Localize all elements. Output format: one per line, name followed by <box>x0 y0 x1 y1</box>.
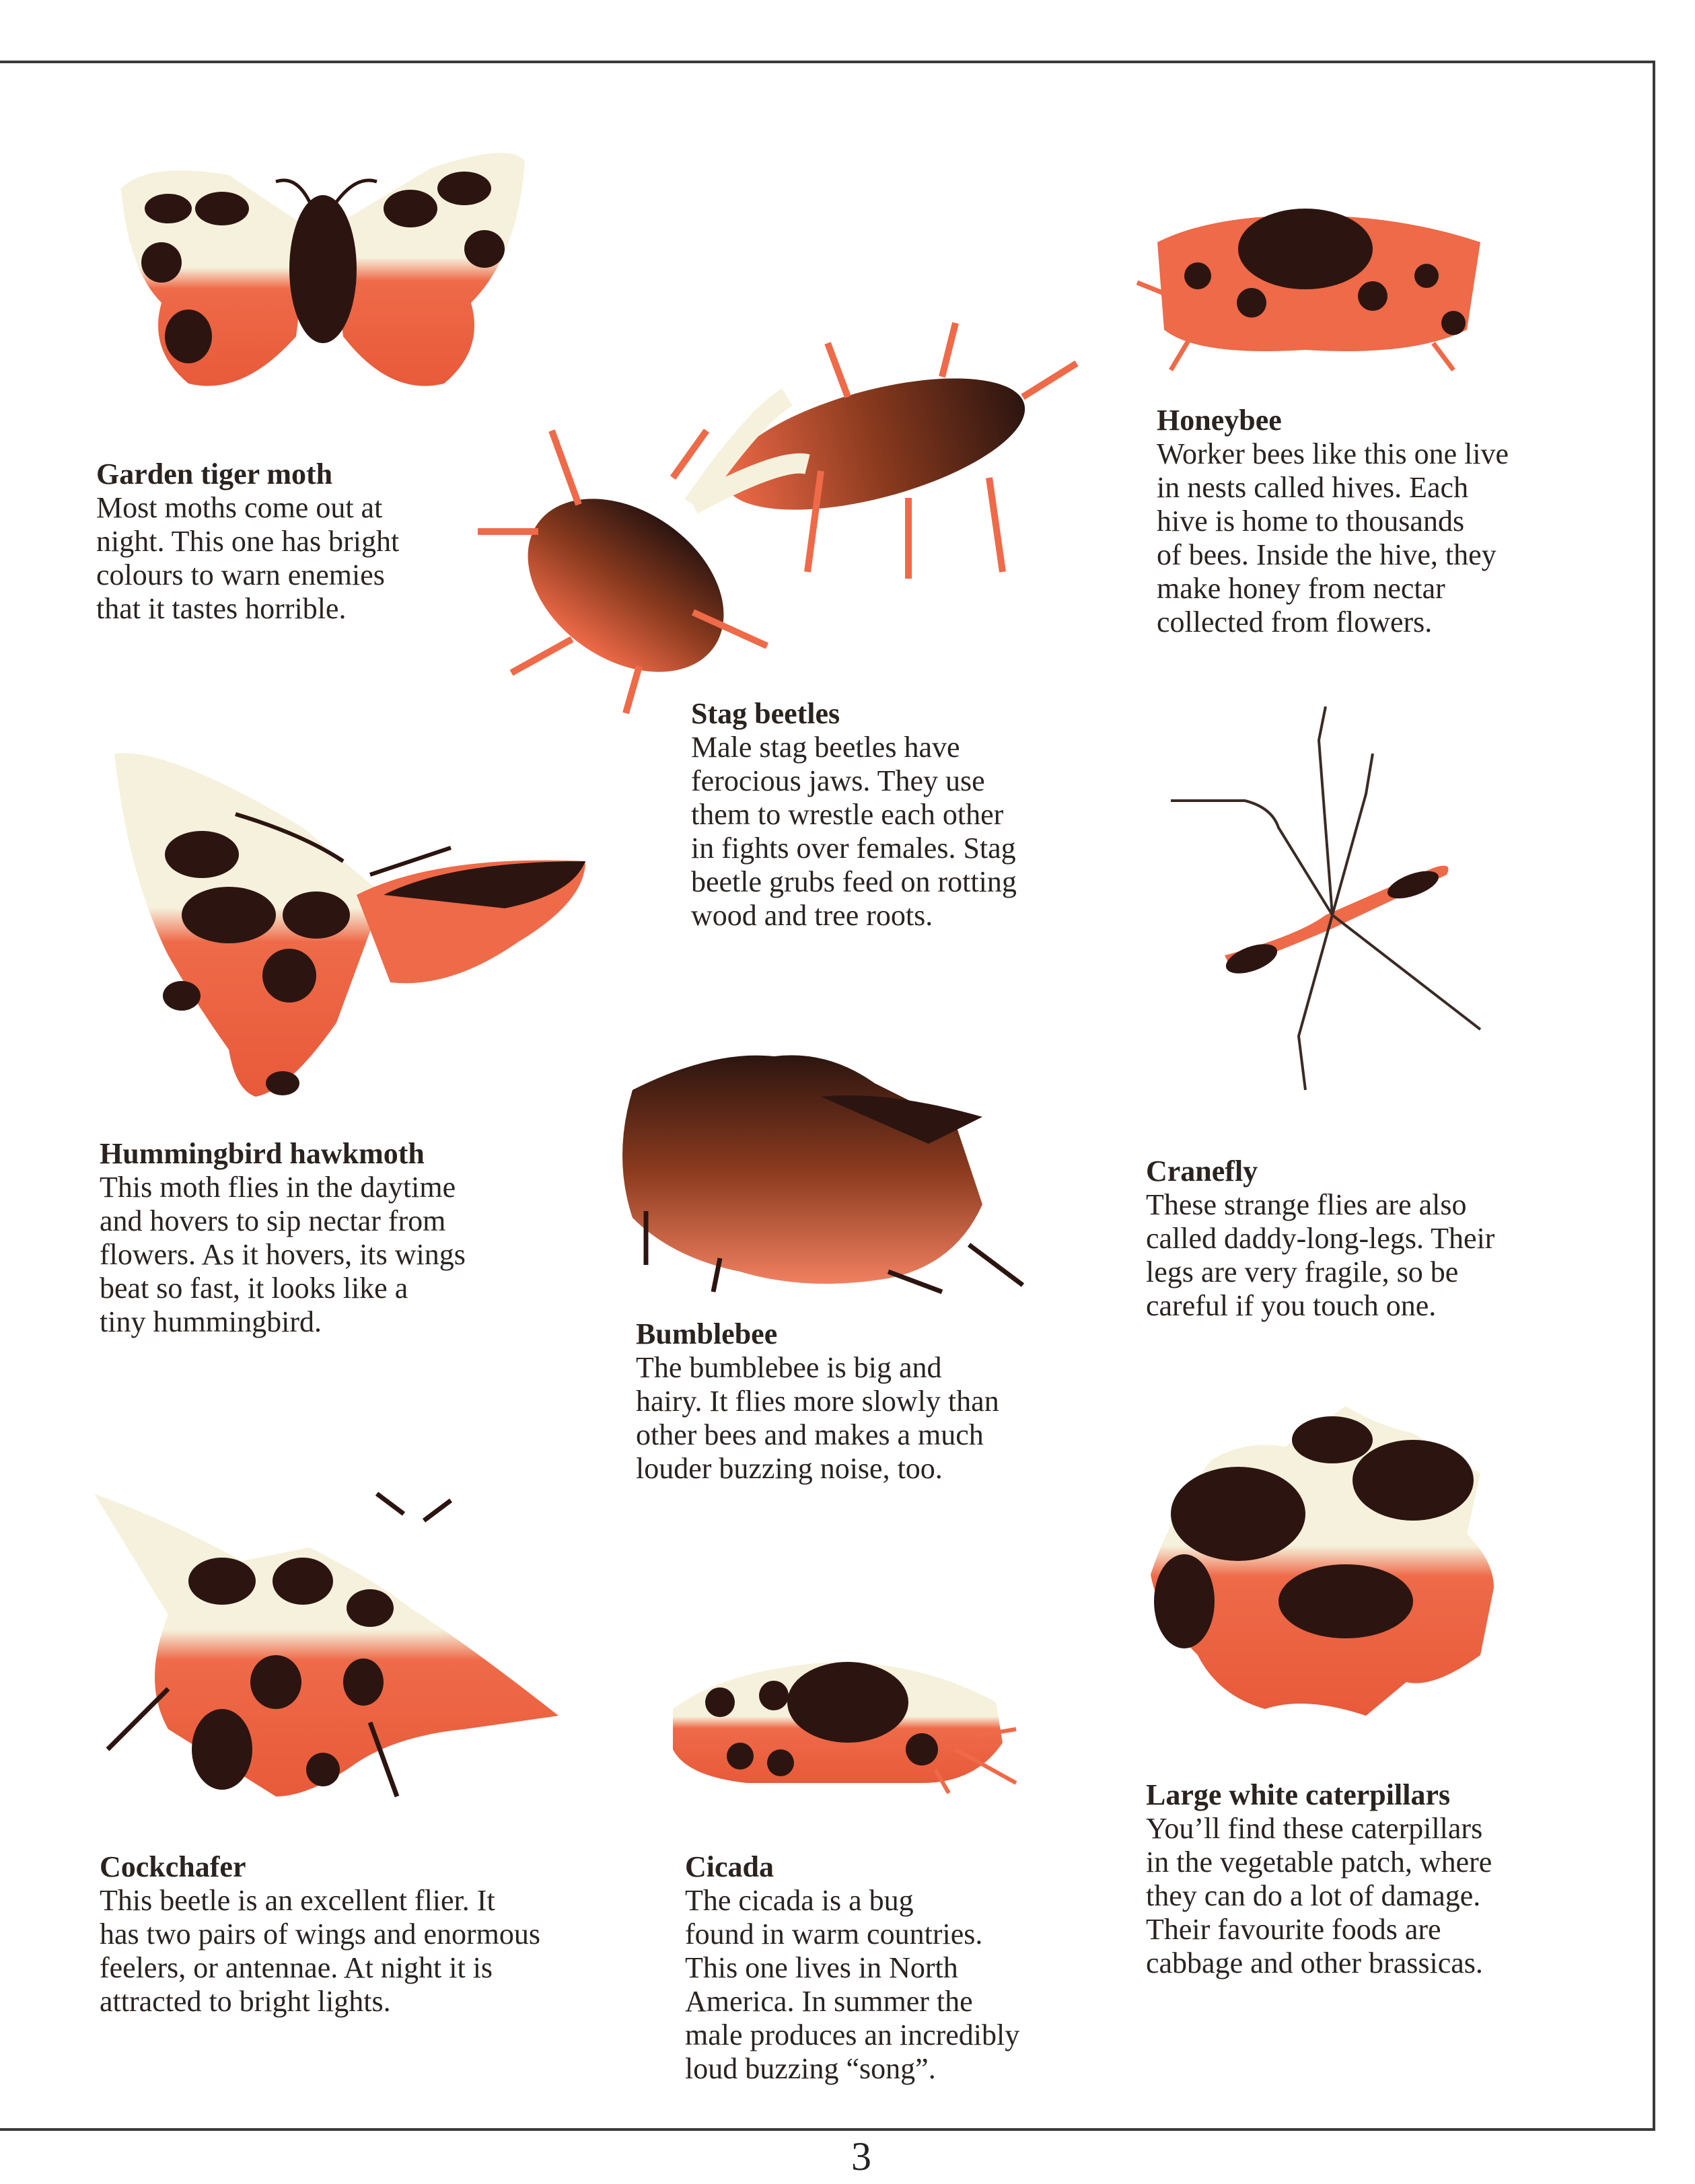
entry-text-line: make honey from nectar <box>1157 572 1445 605</box>
entry-text-line: This moth flies in the daytime <box>100 1171 456 1204</box>
entry-text-line: ferocious jaws. They use <box>691 764 985 797</box>
entry-title: Garden tiger moth <box>96 458 333 490</box>
entry-text-line: This beetle is an excellent flier. It <box>100 1884 495 1917</box>
entry-text-line: Their favourite foods are <box>1146 1913 1441 1946</box>
entry-text-line: This one lives in North <box>685 1951 958 1984</box>
entry-text-line: collected from flowers. <box>1157 606 1433 639</box>
entry-text-line: legs are very fragile, so be <box>1146 1255 1459 1288</box>
entry-title: Large white caterpillars <box>1146 1778 1451 1811</box>
entry-text-line: called daddy-long-legs. Their <box>1146 1222 1495 1255</box>
entry-text-line: in fights over females. Stag <box>691 832 1016 865</box>
entry-text-line: them to wrestle each other <box>691 798 1004 831</box>
caption-hummingbird-hawkmoth <box>100 1137 466 1339</box>
caption-cockchafer <box>100 1850 540 2018</box>
caption-garden-tiger-moth <box>96 458 399 626</box>
entry-text-line: America. In summer the <box>685 1985 973 2018</box>
entry-text-line: loud buzzing “song”. <box>685 2052 936 2085</box>
cockchafer-image <box>87 1480 572 1803</box>
entry-text-line: Male stag beetles have <box>691 731 960 764</box>
entry-text-line: The cicada is a bug <box>685 1884 914 1917</box>
entry-text-line: hairy. It flies more slowly than <box>636 1385 999 1418</box>
entry-text-line: careful if you touch one. <box>1146 1289 1437 1322</box>
entry-title: Bumblebee <box>636 1317 778 1350</box>
page-frame-bottom <box>0 2128 1655 2131</box>
page-frame-right <box>1653 61 1655 2131</box>
caption-cicada <box>685 1850 1019 2086</box>
bumblebee-image <box>606 1043 1036 1299</box>
entry-text-line: wood and tree roots. <box>691 899 933 932</box>
caption-large-white-caterpillars <box>1146 1778 1492 1980</box>
caption-bumblebee <box>636 1317 999 1486</box>
entry-text-line: male produces an incredibly <box>685 2018 1020 2051</box>
entry-text-line: beat so fast, it looks like a <box>100 1272 408 1305</box>
entry-text-line: in nests called hives. Each <box>1157 471 1469 504</box>
stag-beetles-image <box>471 303 1097 720</box>
large-white-caterpillars-image <box>1144 1399 1521 1736</box>
entry-text-line: of bees. Inside the hive, they <box>1157 538 1496 571</box>
entry-text-line: found in warm countries. <box>685 1918 983 1951</box>
entry-text-line: colours to warn enemies <box>96 558 385 591</box>
entry-text-line: other bees and makes a much <box>636 1418 984 1451</box>
honeybee-image <box>1130 202 1494 377</box>
cicada-image <box>666 1648 1023 1796</box>
entry-text-line: they can do a lot of damage. <box>1146 1879 1481 1912</box>
entry-text-line: beetle grubs feed on rotting <box>691 865 1017 898</box>
entry-title: Hummingbird hawkmoth <box>100 1137 425 1170</box>
entry-text-line: has two pairs of wings and enormous <box>100 1918 541 1951</box>
entry-text-line: cabbage and other brassicas. <box>1146 1946 1483 1979</box>
entry-text-line: tiny hummingbird. <box>100 1305 322 1338</box>
entry-title: Cicada <box>685 1850 774 1883</box>
entry-text-line: in the vegetable patch, where <box>1146 1846 1492 1879</box>
entry-text-line: flowers. As it hovers, its wings <box>100 1238 466 1271</box>
caption-honeybee <box>1157 404 1509 639</box>
entry-title: Stag beetles <box>691 697 840 730</box>
entry-text-line: hive is home to thousands <box>1157 505 1465 538</box>
page-frame-top <box>0 61 1655 63</box>
entry-text-line: Most moths come out at <box>96 491 383 524</box>
entry-text-line: night. This one has bright <box>96 525 400 558</box>
caption-stag-beetles <box>691 697 1017 933</box>
entry-text-line: louder buzzing noise, too. <box>636 1452 943 1485</box>
entry-text-line: These strange flies are also <box>1146 1188 1467 1221</box>
caption-cranefly <box>1146 1155 1494 1323</box>
page-number: 3 <box>851 2134 871 2179</box>
cranefly-image <box>1164 700 1514 1103</box>
entry-text-line: that it tastes horrible. <box>96 592 347 625</box>
entry-title: Cranefly <box>1146 1155 1258 1188</box>
entry-title: Cockchafer <box>100 1850 246 1883</box>
entry-text-line: Worker bees like this one live <box>1157 437 1509 470</box>
entry-title: Honeybee <box>1157 404 1282 437</box>
hummingbird-hawkmoth-image <box>101 740 599 1103</box>
entry-text-line: You’ll find these caterpillars <box>1146 1812 1483 1845</box>
entry-text-line: and hovers to sip nectar from <box>100 1204 446 1237</box>
entry-text-line: The bumblebee is big and <box>636 1351 942 1384</box>
entry-text-line: feelers, or antennae. At night it is <box>100 1951 493 1984</box>
entry-text-line: attracted to bright lights. <box>100 1985 391 2018</box>
